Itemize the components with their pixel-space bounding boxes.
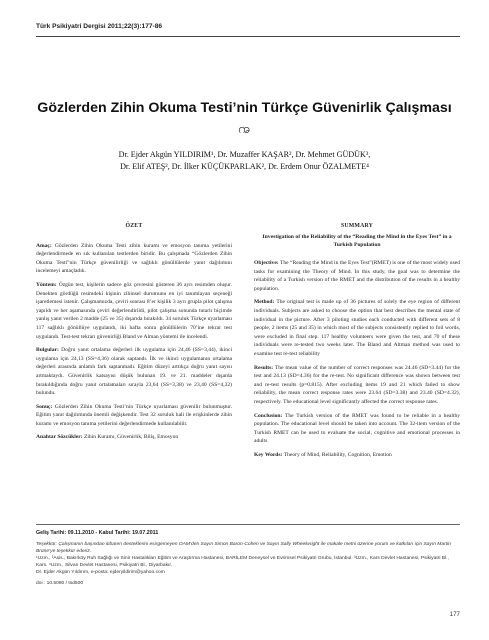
- ozet-keywords-label: Anahtar Sözcükler:: [36, 434, 83, 441]
- footnotes: [36, 541, 460, 588]
- summary-method: [254, 298, 460, 358]
- ozet-bulgular-label: Bulgular:: [36, 347, 59, 354]
- summary-conclusion: [254, 412, 460, 446]
- author-line-1: Dr. Ejder Akgün YILDIRIM¹, Dr. Muzaffer KAŞAR², Dr. Mehmet GÜDÜK³,: [118, 150, 371, 159]
- ozet-yontem: [36, 281, 232, 341]
- summary-results-label: Results:: [254, 364, 274, 371]
- affiliations: ¹Uzm., ²Asis., Bakırköy Ruh Sağlığı ve Sinir Hastalıkları Eğitim ve Araştırma Hastanesi, BARİLEM Deneysel ve Evrimsel Psikiyatri Grubu, İstanbul. ³Uzm., Kars Devlet Hastanesi, Psikiyatri Bl., Kars. ⁴Uzm., Silvan Devlet Hastanesi, Psikiyatri Bl., Diyarbakır.: [36, 556, 449, 569]
- summary-objective: [254, 259, 460, 293]
- received-accepted-dates: Geliş Tarihi: 09.11.2010 - Kabul Tarihi: 19.07.2011: [36, 530, 159, 536]
- acknowledgement: Teşekkür: Çalışmanın başından itibaren desteklerini esirgemeyen OAM’den Sayın Simon Baron-Cohen ve Sayın Sally Wheelwright ile makale metni üzerine yorum ve katkıları için Sayın Martin Brüne’ye teşekkür ederiz.: [36, 542, 451, 555]
- ozet-bulgular-text: Doğru yanıt ortalama değerleri ilk uygulama için 24,46 (SS=3,44), ikinci uygulama için 24,13 (SS=4,36) olarak saptandı. İlk ve ikinci uygulamanın ortalama değerleri arasında anlamlı fark saptanmadı. Eğitim düzeyi arttıkça doğru yanıt sayısı artmaktaydı. Güvenirlik katsayısı düşük bulunan 19. ve 21. maddeler dışarda bırakıldığında doğru yanıt ortalamaları sırayla 23,64 (SS=3,38) ve 23,40 (SS=4,32) bulundu.: [36, 347, 232, 397]
- article-title: Gözlerden Zihin Okuma Testi’nin Türkçe Güvenirlik Çalışması: [37, 100, 452, 116]
- summary-keywords: [254, 451, 460, 460]
- summary-results-text: The mean value of the number of correct responses was 24.46 (SD=3.44) for the test and 24.13 (SD=4.36) for the re-test. No significant difference was shown between test and re-test results (p=0.815). After excluding items 19 and 21 which failed to show reliability, the mean correct response rates were 23.64 (SD=3.38) and 23.40 (SD=4.32), respectively. The educational level significantly affected the correct response rates.: [254, 364, 460, 405]
- turkish-abstract: [36, 222, 232, 447]
- ozet-sonuc: [36, 403, 232, 429]
- summary-subtitle: Investigation of the Reliability of the “Reading the Mind in the Eyes Test” in a Turkish Population: [262, 233, 452, 248]
- ozet-heading: ÖZET: [125, 223, 143, 229]
- correspondence: Dr. Ejder Akgün Yıldırım, e-posta: ejderyildirim@yahoo.com: [36, 570, 165, 576]
- summary-conclusion-label: Conclusion:: [254, 412, 283, 419]
- ozet-yontem-label: Yöntem:: [36, 281, 57, 288]
- summary-results: [254, 364, 460, 407]
- doi: doi : 10.5080 / tsd500: [36, 581, 84, 587]
- summary-keywords-text: Theory of Mind, Reliability, Cognition, Emotion: [283, 451, 392, 458]
- footer-rule: [36, 524, 460, 525]
- author-list: [20, 149, 469, 174]
- summary-objective-label: Objective:: [254, 260, 279, 266]
- summary-conclusion-text: The Turkish version of the RMET was found to be reliable in a healthy population. The educational level should be taken into account. The 32-item version of the Turkish RMET can be used to evaluate the social, cognitive and emotional processes in adults: [254, 412, 460, 445]
- author-line-2: Dr. Elif ATEŞ², Dr. İlker KÜÇÜKPARLAK², Dr. Erdem Onur ÖZALMETE⁴: [120, 162, 369, 172]
- summary-keywords-label: Key Words:: [254, 451, 283, 458]
- summary-objective-text: The “Reading the Mind in the Eyes Test”(RMET) is one of the most widely used tasks for examining the Theory of Mind. In this study, the goal was to determine the reliability of a Turkish version of the RMET and the distribution of the results in a healthy population.: [254, 260, 460, 292]
- header-rule: [36, 36, 460, 37]
- english-abstract: [254, 222, 460, 464]
- ozet-bulgular: [36, 346, 232, 398]
- summary-method-text: The original test is made up of 36 pictures of solely the eye region of different individuals. Subjects are asked to choose the option that best describes the mental state of individual in the picture. After 3 piloting studies each conducted with different sets of 8 people, 2 items (25 and 35) in which most of the subjects consistently replied to foil words, were excluded in final step. 117 healthy volunteers were given the test, and 70 of these individuals were re-tested two weeks later. The Bland and Altman method was used to examine test re-test reliability: [254, 299, 460, 357]
- summary-heading: SUMMARY: [340, 223, 374, 229]
- page-number: 177: [449, 611, 460, 618]
- ozet-amac-text: Gözlerden Zihin Okuma Testi zihin kuramı ve emosyon tanıma yetilerini değerlendirmede en sık kullanılan testlerden biridir. Bu çalışmada “Gözlerden Zihin Okuma Testi”nin Türkçe güvenilirliği ve sağlıklı gönüllülerde yanıt dağılımını incelemeyi amaçladık.: [36, 242, 232, 275]
- ozet-amac-label: Amaç:: [36, 242, 52, 249]
- ozet-yontem-text: Özgün test, kişilerin sadece göz çevresini gösteren 36 ayrı resimden oluşur. Denekten gördüğü resimdeki kişinin zihinsel durumunu en iyi tanımlayan seçeneği işaretlemesi istenir. Çalışmamızda, çeviri sonrası 8’er kişilik 3 ayrı grupla pilot çalışma yapıldı ve her aşamasında çeviri değerlendirildi, pilot çalışma sonunda tutarlı biçimde yanlış yanıt verilen 2 madde (25 ve 35) dışarıda bırakıldı. 34 soruluk Türkçe uyarlaması 117 sağlıklı gönüllüye uygulandı, iki hafta sonra gönüllülerin 70’ine tekrar test uygulandı. Test-test tekrarı güvenirliği Bland ve Alman yöntemi ile incelendi.: [36, 281, 232, 340]
- ozet-sonuc-text: Gözlerden Zihin Okuma Testi’nin Türkçe uyarlaması güvenilir bulunmuştur. Eğitim yanıt dağılımında önemli değişkendir. Test 32 soruluk hali ile erişkinlerde zihin kuramı ve emosyon tanıma yetilerini değerlendirmede kullanılabilir.: [36, 403, 232, 427]
- journal-citation: Türk Psikiyatri Dergisi 2011;22(3):177-86: [36, 23, 163, 30]
- ozet-amac: [36, 242, 232, 276]
- summary-method-label: Method:: [254, 299, 275, 306]
- ozet-keywords: [36, 433, 232, 442]
- ozet-sonuc-label: Sonuç:: [36, 403, 53, 410]
- ozet-keywords-text: Zihin Kuramı, Güvenirlik, Biliş, Emosyon: [83, 434, 179, 441]
- ornament-icon: ꩠ: [238, 121, 250, 136]
